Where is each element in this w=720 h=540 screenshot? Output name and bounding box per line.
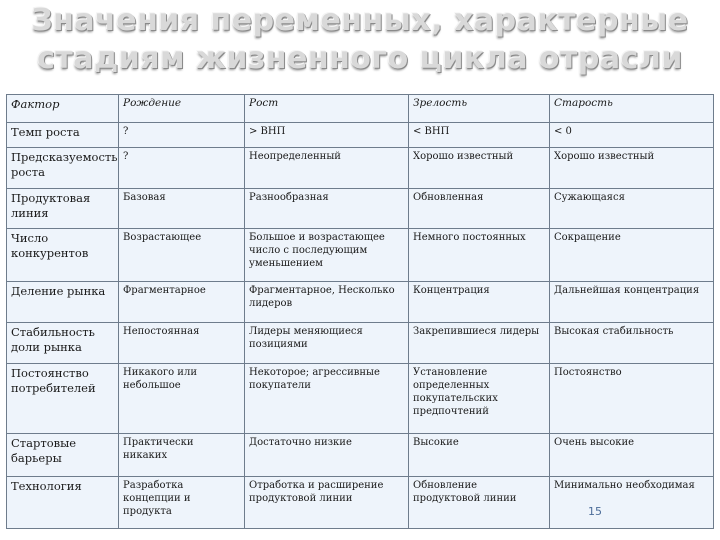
table-cell: Высокие xyxy=(409,434,550,477)
slide-title-line-1: Значения переменных, характерные xyxy=(31,3,689,38)
table-cell: Разнообразная xyxy=(245,189,409,229)
table-cell: Сокращение xyxy=(550,229,714,282)
table-cell: Обновление продуктовой линии xyxy=(409,477,550,529)
table-cell: > ВНП xyxy=(245,123,409,148)
table-cell: Обновленная xyxy=(409,189,550,229)
lifecycle-table xyxy=(6,94,714,529)
table-cell: Отработка и расширение продуктовой линии xyxy=(245,477,409,529)
table-cell: Закрепившиеся лидеры xyxy=(409,323,550,364)
table-cell-factor: Темп роста xyxy=(7,123,119,148)
page-number: 15 xyxy=(588,505,602,518)
table-cell: Хорошо известный xyxy=(409,148,550,189)
table-cell: Достаточно низкие xyxy=(245,434,409,477)
table-cell: Возрастающее xyxy=(119,229,245,282)
header-cell-birth: Рождение xyxy=(119,95,245,123)
table-cell: Сужающаяся xyxy=(550,189,714,229)
header-cell-growth: Рост xyxy=(245,95,409,123)
table-cell: < ВНП xyxy=(409,123,550,148)
table-cell: Немного постоянных xyxy=(409,229,550,282)
table-cell: Очень высокие xyxy=(550,434,714,477)
table-row xyxy=(7,282,714,323)
table-cell: Постоянство xyxy=(550,364,714,434)
table-cell: Лидеры меняющиеся позициями xyxy=(245,323,409,364)
header-cell-factor: Фактор xyxy=(7,95,119,123)
header-cell-decline: Старость xyxy=(550,95,714,123)
table-cell: Дальнейшая концентрация xyxy=(550,282,714,323)
table-cell-factor: Число конкурентов xyxy=(7,229,119,282)
table-cell: Неопределенный xyxy=(245,148,409,189)
table-cell: Фрагментарное, Несколько лидеров xyxy=(245,282,409,323)
slide-title xyxy=(0,2,720,78)
table-cell: Некоторое; агрессивные покупатели xyxy=(245,364,409,434)
table-cell-factor: Стабильность доли рынка xyxy=(7,323,119,364)
table-cell-factor: Постоянство потребителей xyxy=(7,364,119,434)
table-cell-factor: Предсказуемость роста xyxy=(7,148,119,189)
table-cell: Большое и возрастающее число с последующим уменьшением xyxy=(245,229,409,282)
table-cell: < 0 xyxy=(550,123,714,148)
table-cell-factor: Стартовые барьеры xyxy=(7,434,119,477)
table-cell: Концентрация xyxy=(409,282,550,323)
table-cell: ? xyxy=(119,123,245,148)
table-cell: ? xyxy=(119,148,245,189)
table-cell: Никакого или небольшое xyxy=(119,364,245,434)
table-header-row xyxy=(7,95,714,123)
table-row xyxy=(7,189,714,229)
header-cell-maturity: Зрелость xyxy=(409,95,550,123)
slide-title-line-2: стадиям жизненного цикла отрасли xyxy=(37,41,683,76)
table-cell: Разработка концепции и продукта xyxy=(119,477,245,529)
table-row xyxy=(7,434,714,477)
table-cell: Минимально необходимая xyxy=(550,477,714,529)
table-cell-factor: Продуктовая линия xyxy=(7,189,119,229)
table-row xyxy=(7,477,714,529)
table-cell: Непостоянная xyxy=(119,323,245,364)
table-row xyxy=(7,148,714,189)
table-cell: Высокая стабильность xyxy=(550,323,714,364)
table-cell: Фрагментарное xyxy=(119,282,245,323)
table-cell: Практически никаких xyxy=(119,434,245,477)
table-row xyxy=(7,364,714,434)
table-cell: Хорошо известный xyxy=(550,148,714,189)
table-cell-factor: Деление рынка xyxy=(7,282,119,323)
table-cell-factor: Технология xyxy=(7,477,119,529)
table-cell: Установление определенных покупательских предпочтений xyxy=(409,364,550,434)
table-row xyxy=(7,323,714,364)
table-row xyxy=(7,123,714,148)
table-row xyxy=(7,229,714,282)
table-cell: Базовая xyxy=(119,189,245,229)
